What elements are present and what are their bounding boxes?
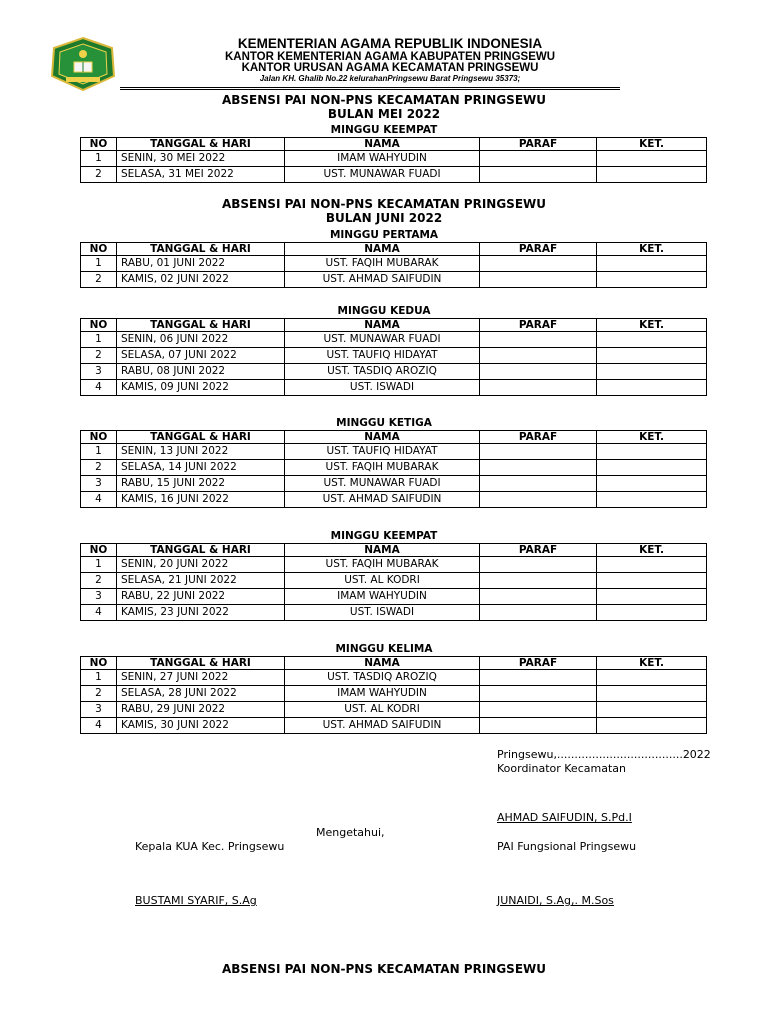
row-date: KAMIS, 23 JUNI 2022 bbox=[117, 605, 285, 621]
table-header-row bbox=[81, 431, 707, 444]
row-number: 3 bbox=[81, 702, 117, 718]
paraf-cell[interactable] bbox=[480, 702, 597, 718]
next-page-title: ABSENSI PAI NON-PNS KECAMATAN PRINGSEWU bbox=[221, 962, 546, 976]
row-number: 2 bbox=[81, 686, 117, 702]
ket-cell[interactable] bbox=[597, 670, 707, 686]
row-number: 3 bbox=[81, 364, 117, 380]
table-header-row bbox=[81, 243, 707, 256]
ket-cell[interactable] bbox=[597, 167, 707, 183]
coordinator-title: Koordinator Kecamatan bbox=[497, 762, 626, 775]
header-address: Jalan KH. Ghalib No.22 kelurahanPringsewu Barat Pringsewu 35373; bbox=[259, 74, 521, 83]
row-name: UST. TAUFIQ HIDAYAT bbox=[285, 444, 480, 460]
row-name: UST. MUNAWAR FUADI bbox=[285, 332, 480, 348]
row-date: SELASA, 21 JUNI 2022 bbox=[117, 573, 285, 589]
ket-cell[interactable] bbox=[597, 272, 707, 288]
row-number: 2 bbox=[81, 460, 117, 476]
col-paraf-header: PARAF bbox=[480, 319, 597, 332]
table-row bbox=[81, 444, 707, 460]
row-number: 3 bbox=[81, 476, 117, 492]
table-row bbox=[81, 348, 707, 364]
paraf-cell[interactable] bbox=[480, 670, 597, 686]
row-number: 1 bbox=[81, 256, 117, 272]
ket-cell[interactable] bbox=[597, 256, 707, 272]
row-name: UST. AHMAD SAIFUDIN bbox=[285, 272, 480, 288]
paraf-cell[interactable] bbox=[480, 686, 597, 702]
table-row bbox=[81, 718, 707, 734]
week-label-kelima: MINGGU KELIMA bbox=[335, 643, 433, 655]
paraf-cell[interactable] bbox=[480, 605, 597, 621]
table-row bbox=[81, 167, 707, 183]
row-name: UST. TASDIQ AROZIQ bbox=[285, 364, 480, 380]
row-date: SENIN, 06 JUNI 2022 bbox=[117, 332, 285, 348]
row-name: UST. AL KODRI bbox=[285, 702, 480, 718]
header-rule bbox=[120, 87, 620, 88]
attendance-table-week-4 bbox=[80, 543, 707, 621]
col-paraf-header: PARAF bbox=[480, 431, 597, 444]
table-row bbox=[81, 557, 707, 573]
paraf-cell[interactable] bbox=[480, 444, 597, 460]
row-number: 3 bbox=[81, 589, 117, 605]
paraf-cell[interactable] bbox=[480, 364, 597, 380]
col-no-header: NO bbox=[81, 243, 117, 256]
paraf-cell[interactable] bbox=[480, 460, 597, 476]
col-no-header: NO bbox=[81, 319, 117, 332]
row-number: 2 bbox=[81, 348, 117, 364]
row-name: UST. FAQIH MUBARAK bbox=[285, 256, 480, 272]
row-date: KAMIS, 16 JUNI 2022 bbox=[117, 492, 285, 508]
table-header-row bbox=[81, 657, 707, 670]
paraf-cell[interactable] bbox=[480, 718, 597, 734]
paraf-cell[interactable] bbox=[480, 492, 597, 508]
paraf-cell[interactable] bbox=[480, 272, 597, 288]
col-name-header: NAMA bbox=[285, 319, 480, 332]
row-date: KAMIS, 02 JUNI 2022 bbox=[117, 272, 285, 288]
row-name: UST. MUNAWAR FUADI bbox=[285, 476, 480, 492]
ket-cell[interactable] bbox=[597, 605, 707, 621]
header-kua-office: KANTOR URUSAN AGAMA KECAMATAN PRINGSEWU bbox=[241, 62, 539, 74]
row-number: 4 bbox=[81, 380, 117, 396]
ket-cell[interactable] bbox=[597, 492, 707, 508]
table-row bbox=[81, 686, 707, 702]
paraf-cell[interactable] bbox=[480, 167, 597, 183]
table-row bbox=[81, 380, 707, 396]
table-row bbox=[81, 460, 707, 476]
paraf-cell[interactable] bbox=[480, 476, 597, 492]
table-row bbox=[81, 151, 707, 167]
table-row bbox=[81, 589, 707, 605]
row-number: 4 bbox=[81, 718, 117, 734]
header-district-office: KANTOR KEMENTERIAN AGAMA KABUPATEN PRINGSEWU bbox=[224, 51, 556, 63]
row-number: 2 bbox=[81, 573, 117, 589]
mei-title: ABSENSI PAI NON-PNS KECAMATAN PRINGSEWU bbox=[221, 93, 546, 107]
row-date: RABU, 01 JUNI 2022 bbox=[117, 256, 285, 272]
col-date-header: TANGGAL & HARI bbox=[117, 243, 285, 256]
col-ket-header: KET. bbox=[597, 431, 707, 444]
paraf-cell[interactable] bbox=[480, 573, 597, 589]
week-label-keempat: MINGGU KEEMPAT bbox=[330, 530, 438, 542]
row-number: 4 bbox=[81, 492, 117, 508]
row-name: UST. ISWADI bbox=[285, 605, 480, 621]
row-name: UST. ISWADI bbox=[285, 380, 480, 396]
row-date: SELASA, 07 JUNI 2022 bbox=[117, 348, 285, 364]
col-name-header: NAMA bbox=[285, 657, 480, 670]
ket-cell[interactable] bbox=[597, 444, 707, 460]
row-date: RABU, 15 JUNI 2022 bbox=[117, 476, 285, 492]
table-header-row bbox=[81, 319, 707, 332]
row-name: UST. AHMAD SAIFUDIN bbox=[285, 492, 480, 508]
ket-cell[interactable] bbox=[597, 702, 707, 718]
ket-cell[interactable] bbox=[597, 364, 707, 380]
table-row bbox=[81, 492, 707, 508]
col-no-header: NO bbox=[81, 657, 117, 670]
paraf-cell[interactable] bbox=[480, 380, 597, 396]
table-header-row bbox=[81, 138, 707, 151]
paraf-cell[interactable] bbox=[480, 151, 597, 167]
mei-week-label: MINGGU KEEMPAT bbox=[330, 124, 438, 136]
row-date: KAMIS, 09 JUNI 2022 bbox=[117, 380, 285, 396]
table-row bbox=[81, 670, 707, 686]
ket-cell[interactable] bbox=[597, 476, 707, 492]
row-date: SENIN, 13 JUNI 2022 bbox=[117, 444, 285, 460]
kemenag-logo bbox=[48, 36, 118, 92]
week-label-kedua: MINGGU KEDUA bbox=[337, 305, 431, 317]
pai-name: JUNAIDI, S.Ag,. M.Sos bbox=[497, 894, 614, 907]
col-paraf-header: PARAF bbox=[480, 243, 597, 256]
col-name-header: NAMA bbox=[285, 544, 480, 557]
ket-cell[interactable] bbox=[597, 151, 707, 167]
col-no-header: NO bbox=[81, 138, 117, 151]
col-ket-header: KET. bbox=[597, 657, 707, 670]
col-ket-header: KET. bbox=[597, 319, 707, 332]
pai-title: PAI Fungsional Pringsewu bbox=[497, 840, 637, 853]
row-number: 1 bbox=[81, 151, 117, 167]
row-number: 1 bbox=[81, 670, 117, 686]
col-date-header: TANGGAL & HARI bbox=[117, 319, 285, 332]
ket-cell[interactable] bbox=[597, 718, 707, 734]
header-rule bbox=[120, 89, 620, 90]
col-paraf-header: PARAF bbox=[480, 657, 597, 670]
row-date: SENIN, 30 MEI 2022 bbox=[117, 151, 285, 167]
juni-title: ABSENSI PAI NON-PNS KECAMATAN PRINGSEWU bbox=[221, 197, 546, 211]
attendance-table-week-3 bbox=[80, 430, 707, 508]
week-label-ketiga: MINGGU KETIGA bbox=[336, 417, 432, 429]
week-label-pertama: MINGGU PERTAMA bbox=[329, 229, 439, 241]
table-row bbox=[81, 573, 707, 589]
table-row bbox=[81, 605, 707, 621]
col-ket-header: KET. bbox=[597, 544, 707, 557]
row-name: UST. TAUFIQ HIDAYAT bbox=[285, 348, 480, 364]
ket-cell[interactable] bbox=[597, 557, 707, 573]
row-number: 2 bbox=[81, 167, 117, 183]
ket-cell[interactable] bbox=[597, 589, 707, 605]
row-number: 1 bbox=[81, 444, 117, 460]
attendance-table-week-5 bbox=[80, 656, 707, 734]
attendance-table-mei bbox=[80, 137, 707, 183]
paraf-cell[interactable] bbox=[480, 348, 597, 364]
coordinator-name: AHMAD SAIFUDIN, S.Pd.I bbox=[497, 811, 632, 824]
col-date-header: TANGGAL & HARI bbox=[117, 431, 285, 444]
col-date-header: TANGGAL & HARI bbox=[117, 657, 285, 670]
col-date-header: TANGGAL & HARI bbox=[117, 138, 285, 151]
row-name: UST. FAQIH MUBARAK bbox=[285, 460, 480, 476]
col-no-header: NO bbox=[81, 544, 117, 557]
row-name: IMAM WAHYUDIN bbox=[285, 151, 480, 167]
paraf-cell[interactable] bbox=[480, 256, 597, 272]
row-name: UST. AL KODRI bbox=[285, 573, 480, 589]
kua-head-title: Kepala KUA Kec. Pringsewu bbox=[135, 840, 285, 853]
kua-head-name: BUSTAMI SYARIF, S.Ag bbox=[135, 894, 257, 907]
juni-month: BULAN JUNI 2022 bbox=[325, 211, 443, 225]
ket-cell[interactable] bbox=[597, 348, 707, 364]
row-date: RABU, 08 JUNI 2022 bbox=[117, 364, 285, 380]
ket-cell[interactable] bbox=[597, 686, 707, 702]
row-name: UST. AHMAD SAIFUDIN bbox=[285, 718, 480, 734]
row-date: KAMIS, 30 JUNI 2022 bbox=[117, 718, 285, 734]
place-date: Pringsewu,....................................2022 bbox=[497, 748, 711, 761]
row-date: SELASA, 14 JUNI 2022 bbox=[117, 460, 285, 476]
ket-cell[interactable] bbox=[597, 332, 707, 348]
row-number: 4 bbox=[81, 605, 117, 621]
attendance-table-week-1 bbox=[80, 242, 707, 288]
header-ministry: KEMENTERIAN AGAMA REPUBLIK INDONESIA bbox=[237, 36, 543, 51]
col-no-header: NO bbox=[81, 431, 117, 444]
col-date-header: TANGGAL & HARI bbox=[117, 544, 285, 557]
row-date: RABU, 29 JUNI 2022 bbox=[117, 702, 285, 718]
table-header-row bbox=[81, 544, 707, 557]
paraf-cell[interactable] bbox=[480, 557, 597, 573]
col-name-header: NAMA bbox=[285, 431, 480, 444]
row-date: SENIN, 27 JUNI 2022 bbox=[117, 670, 285, 686]
row-date: RABU, 22 JUNI 2022 bbox=[117, 589, 285, 605]
paraf-cell[interactable] bbox=[480, 589, 597, 605]
table-row bbox=[81, 364, 707, 380]
row-date: SELASA, 28 JUNI 2022 bbox=[117, 686, 285, 702]
attendance-table-week-2 bbox=[80, 318, 707, 396]
row-number: 1 bbox=[81, 557, 117, 573]
ket-cell[interactable] bbox=[597, 380, 707, 396]
table-row bbox=[81, 272, 707, 288]
col-name-header: NAMA bbox=[285, 138, 480, 151]
row-number: 1 bbox=[81, 332, 117, 348]
row-date: SENIN, 20 JUNI 2022 bbox=[117, 557, 285, 573]
col-name-header: NAMA bbox=[285, 243, 480, 256]
table-row bbox=[81, 332, 707, 348]
acknowledged-label: Mengetahui, bbox=[316, 826, 385, 839]
row-name: UST. TASDIQ AROZIQ bbox=[285, 670, 480, 686]
row-name: UST. MUNAWAR FUADI bbox=[285, 167, 480, 183]
col-ket-header: KET. bbox=[597, 138, 707, 151]
table-row bbox=[81, 476, 707, 492]
row-name: UST. FAQIH MUBARAK bbox=[285, 557, 480, 573]
row-name: IMAM WAHYUDIN bbox=[285, 686, 480, 702]
col-ket-header: KET. bbox=[597, 243, 707, 256]
ket-cell[interactable] bbox=[597, 460, 707, 476]
ket-cell[interactable] bbox=[597, 573, 707, 589]
row-number: 2 bbox=[81, 272, 117, 288]
table-row bbox=[81, 256, 707, 272]
col-paraf-header: PARAF bbox=[480, 544, 597, 557]
row-date: SELASA, 31 MEI 2022 bbox=[117, 167, 285, 183]
col-paraf-header: PARAF bbox=[480, 138, 597, 151]
paraf-cell[interactable] bbox=[480, 332, 597, 348]
table-row bbox=[81, 702, 707, 718]
mei-month: BULAN MEI 2022 bbox=[327, 107, 441, 121]
row-name: IMAM WAHYUDIN bbox=[285, 589, 480, 605]
